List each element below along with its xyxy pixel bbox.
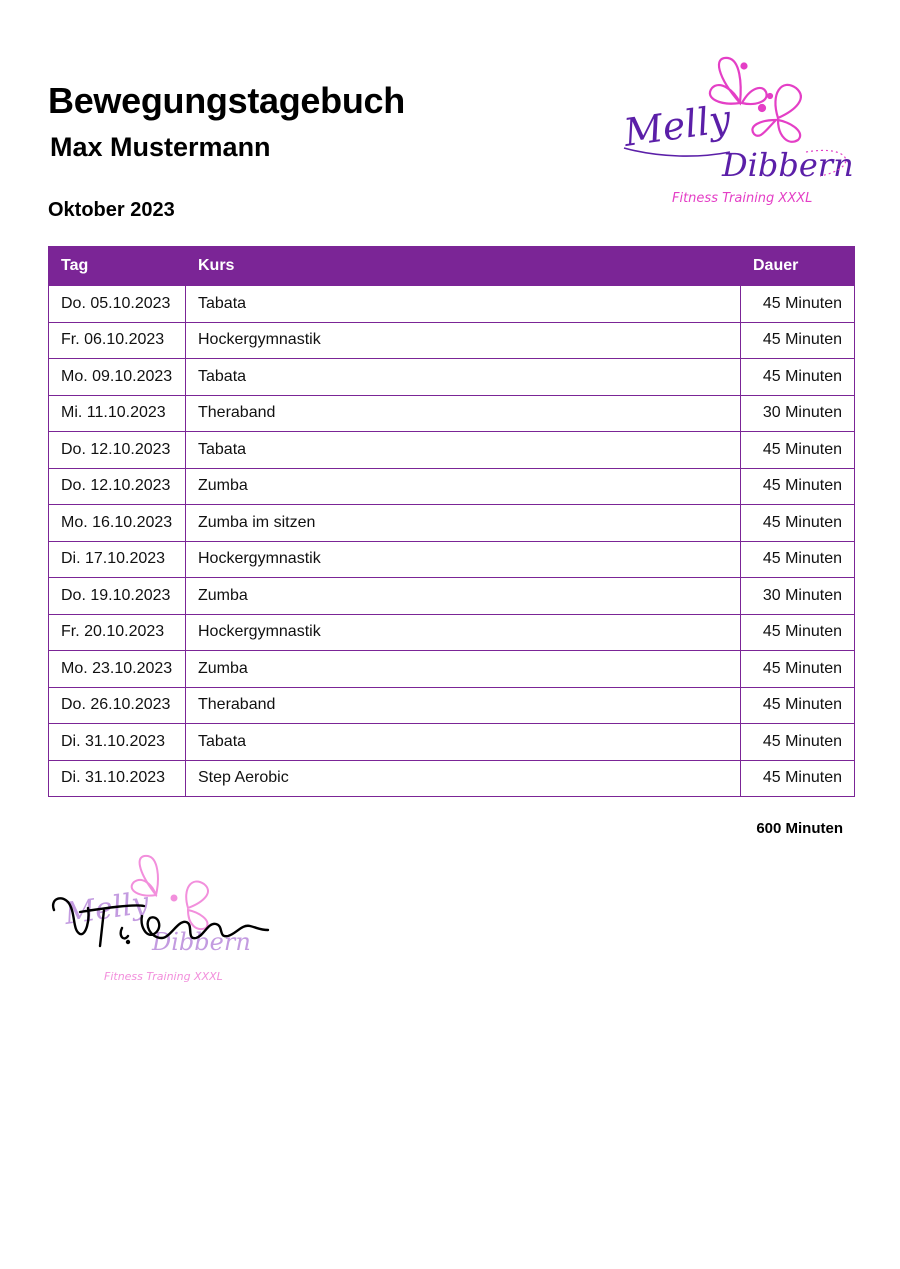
cell-dauer: 45 Minuten — [741, 760, 855, 797]
table-row — [49, 359, 855, 396]
cell-tag: Do. 19.10.2023 — [49, 578, 186, 615]
cell-dauer: 45 Minuten — [741, 359, 855, 396]
table-row — [49, 578, 855, 615]
cell-kurs: Zumba — [186, 468, 741, 505]
cell-dauer: 30 Minuten — [741, 578, 855, 615]
cell-dauer: 45 Minuten — [741, 614, 855, 651]
cell-kurs: Zumba — [186, 578, 741, 615]
cell-dauer: 30 Minuten — [741, 395, 855, 432]
column-header-tag: Tag — [49, 247, 186, 286]
signature-stamp — [46, 850, 276, 990]
cell-dauer: 45 Minuten — [741, 432, 855, 469]
butterfly-icon — [752, 85, 800, 142]
cell-tag: Mo. 23.10.2023 — [49, 651, 186, 688]
cell-dauer: 45 Minuten — [741, 651, 855, 688]
table-header-row — [49, 247, 855, 286]
cell-tag: Do. 05.10.2023 — [49, 286, 186, 323]
cell-kurs: Tabata — [186, 286, 741, 323]
table-row — [49, 760, 855, 797]
cell-kurs: Hockergymnastik — [186, 322, 741, 359]
table-row — [49, 651, 855, 688]
cell-kurs: Step Aerobic — [186, 760, 741, 797]
table-row — [49, 614, 855, 651]
total-duration: 600 Minuten — [756, 820, 843, 837]
logo-name-line1: Melly — [621, 96, 734, 155]
column-header-dauer: Dauer — [741, 247, 855, 286]
table-row — [49, 541, 855, 578]
activity-table — [48, 246, 855, 797]
table-row — [49, 395, 855, 432]
table-row — [49, 468, 855, 505]
brand-logo — [620, 48, 865, 213]
cell-kurs: Zumba im sitzen — [186, 505, 741, 542]
cell-kurs: Theraband — [186, 687, 741, 724]
cell-dauer: 45 Minuten — [741, 468, 855, 505]
table-row — [49, 505, 855, 542]
cell-tag: Mo. 16.10.2023 — [49, 505, 186, 542]
cell-tag: Di. 31.10.2023 — [49, 724, 186, 761]
cell-dauer: 45 Minuten — [741, 541, 855, 578]
cell-dauer: 45 Minuten — [741, 322, 855, 359]
table-row — [49, 687, 855, 724]
cell-dauer: 45 Minuten — [741, 286, 855, 323]
cell-tag: Fr. 20.10.2023 — [49, 614, 186, 651]
cell-kurs: Tabata — [186, 432, 741, 469]
cell-tag: Do. 12.10.2023 — [49, 468, 186, 505]
stamp-name-line1: Melly — [62, 885, 151, 932]
cell-kurs: Hockergymnastik — [186, 614, 741, 651]
cell-dauer: 45 Minuten — [741, 505, 855, 542]
cell-tag: Mi. 11.10.2023 — [49, 395, 186, 432]
cell-kurs: Tabata — [186, 724, 741, 761]
stamp-name-line2: Dibbern — [152, 928, 251, 956]
table-row — [49, 322, 855, 359]
month-heading: Oktober 2023 — [48, 199, 175, 221]
table-row — [49, 724, 855, 761]
cell-dauer: 45 Minuten — [741, 687, 855, 724]
stamp-tagline: Fitness Training XXXL — [104, 970, 223, 983]
cell-kurs: Theraband — [186, 395, 741, 432]
cell-tag: Do. 12.10.2023 — [49, 432, 186, 469]
table-row — [49, 286, 855, 323]
table-row — [49, 432, 855, 469]
logo-name-line2: Dibbern — [722, 146, 854, 184]
cell-kurs: Tabata — [186, 359, 741, 396]
cell-kurs: Zumba — [186, 651, 741, 688]
cell-tag: Di. 17.10.2023 — [49, 541, 186, 578]
cell-dauer: 45 Minuten — [741, 724, 855, 761]
cell-tag: Fr. 06.10.2023 — [49, 322, 186, 359]
person-name: Max Mustermann — [50, 132, 271, 162]
column-header-kurs: Kurs — [186, 247, 741, 286]
cell-tag: Di. 31.10.2023 — [49, 760, 186, 797]
document-title: Bewegungstagebuch — [48, 80, 405, 121]
cell-tag: Mo. 09.10.2023 — [49, 359, 186, 396]
logo-tagline: Fitness Training XXXL — [672, 191, 813, 206]
cell-kurs: Hockergymnastik — [186, 541, 741, 578]
cell-tag: Do. 26.10.2023 — [49, 687, 186, 724]
